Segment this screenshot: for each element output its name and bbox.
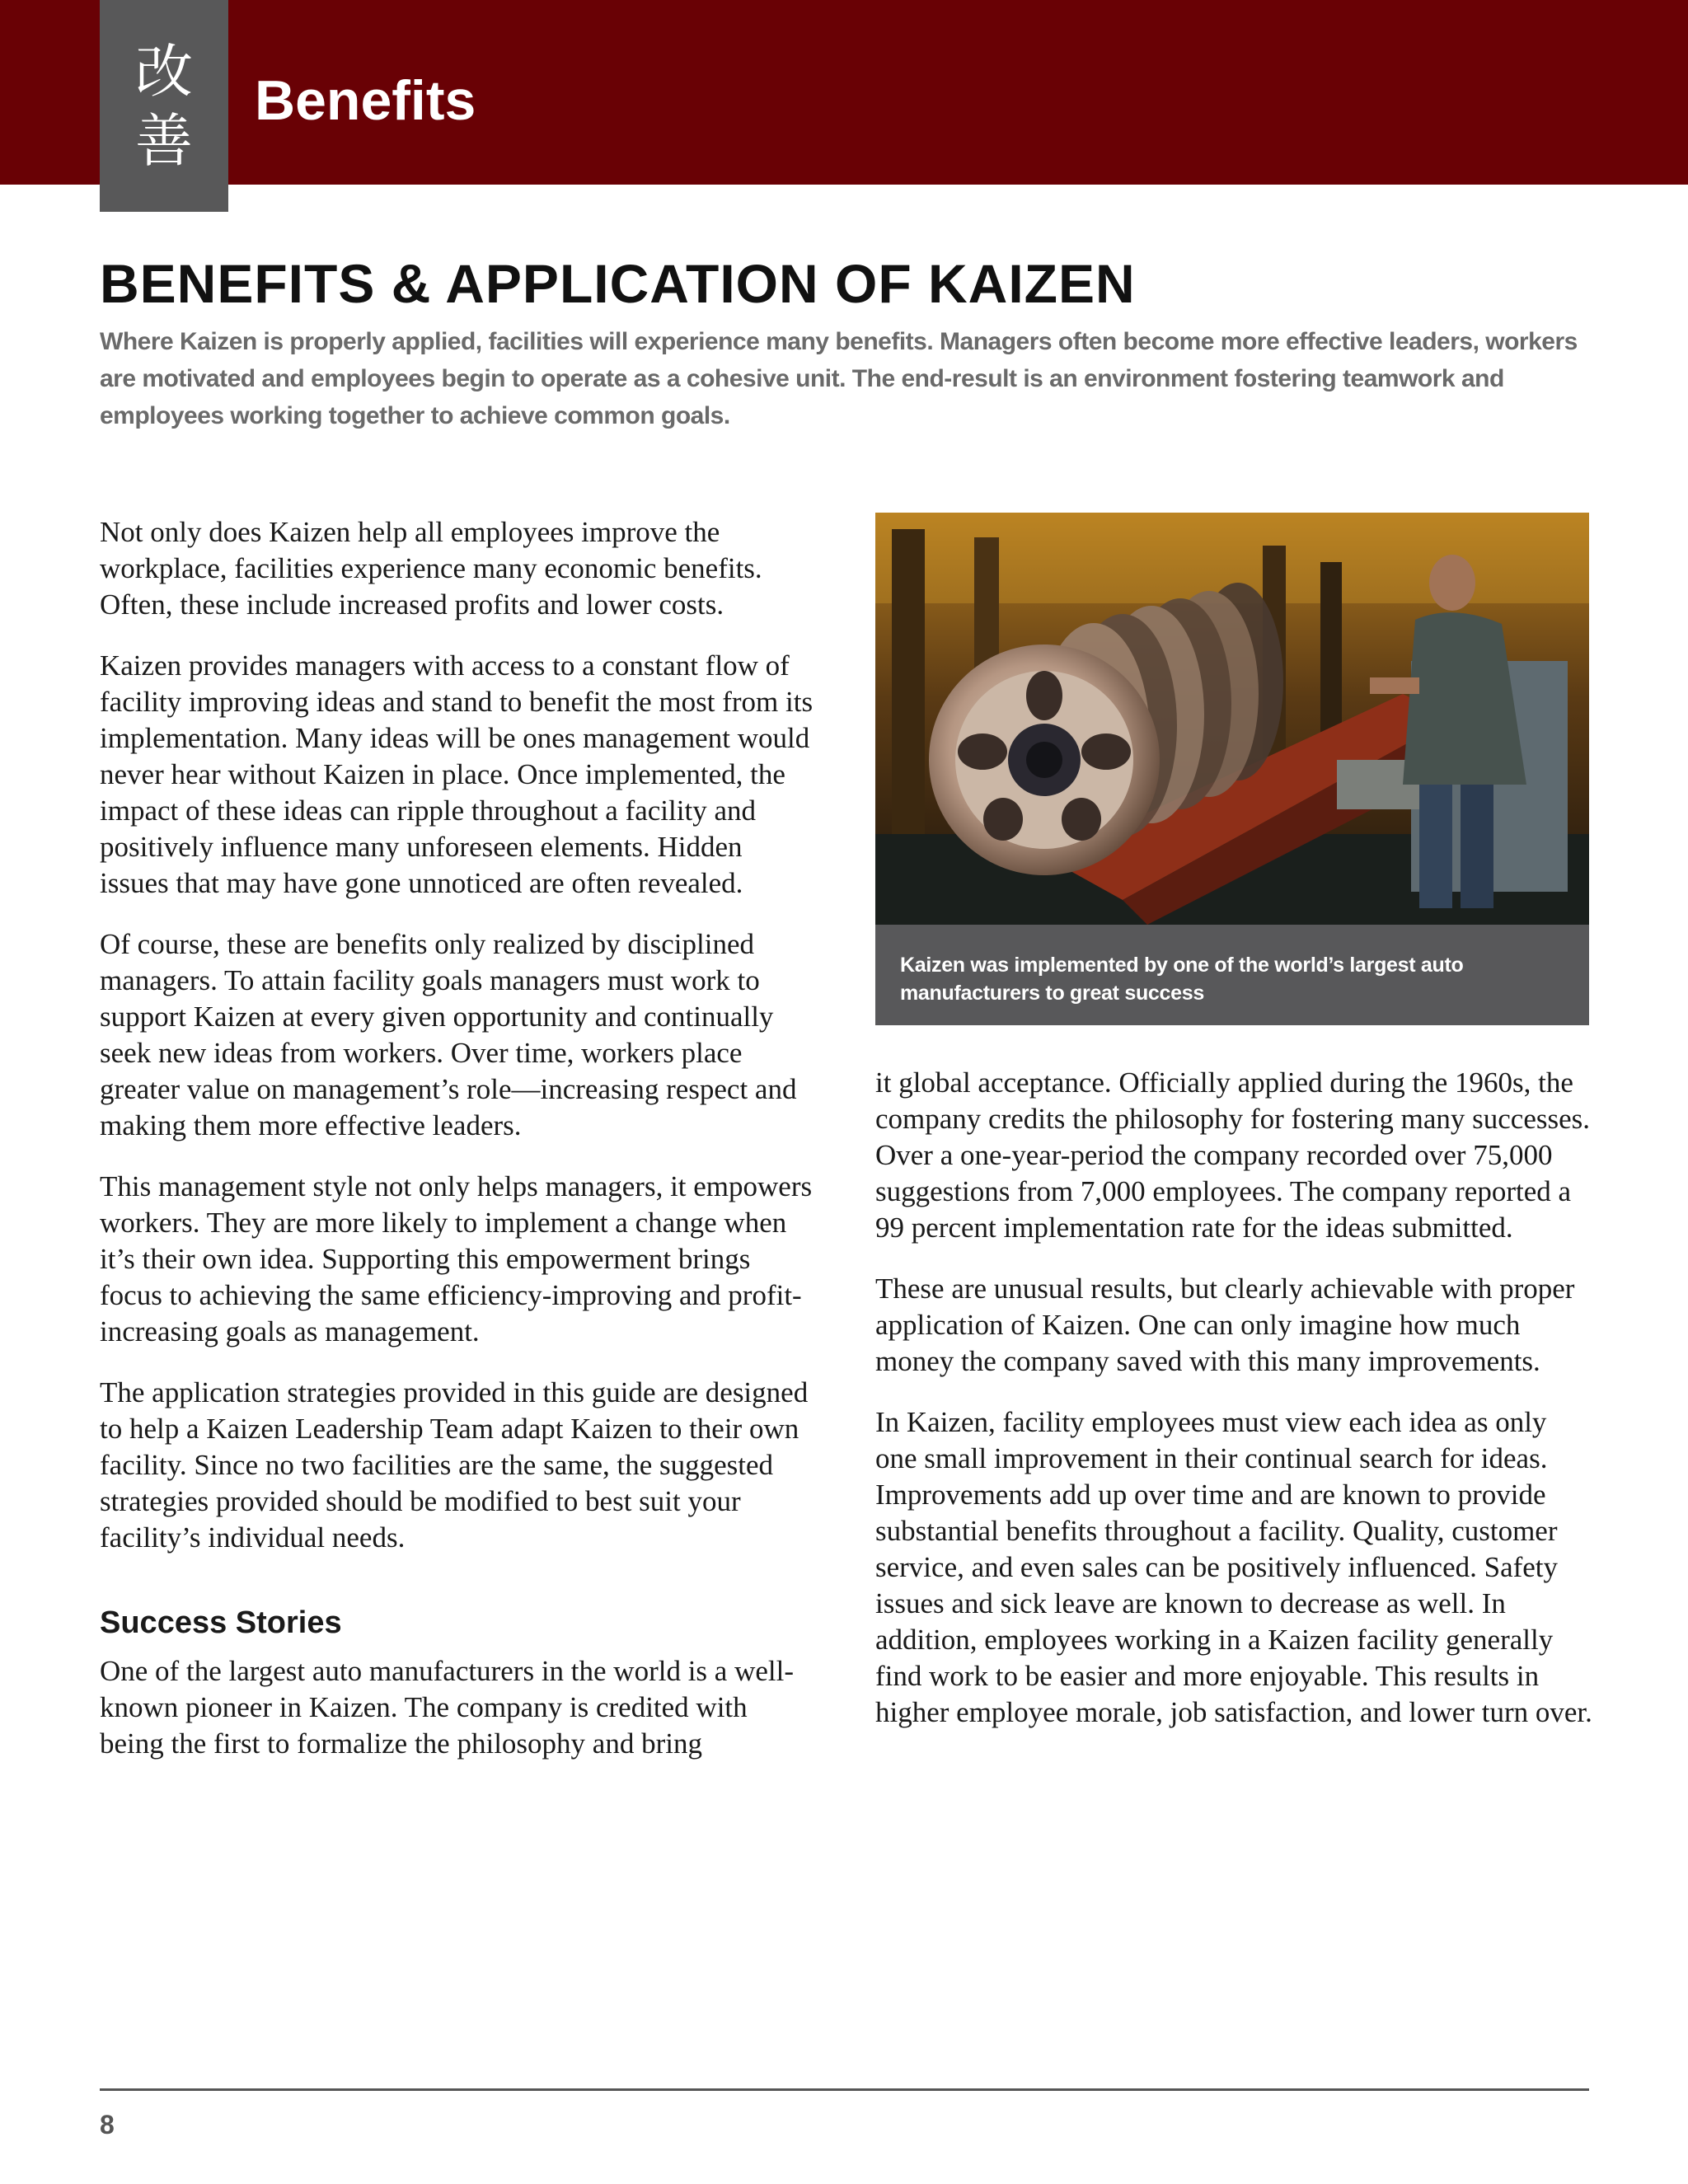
body-paragraph: One of the largest auto manufacturers in the world is a well-known pioneer in Kaizen. The company is credited with being the first to formalize the philosophy and bring (100, 1655, 794, 1760)
body-paragraph: This management style not only helps managers, it empowers workers. They are more likely to implement a change when it’s their own idea. Supporting this empowerment brings focus to achieving the same efficiency-improving and profit-increasing goals as management. (100, 1170, 813, 1347)
body-paragraph: Not only does Kaizen help all employees improve the workplace, facilities experience many economic benefits. Often, these include increased profits and lower costs. (100, 516, 762, 621)
photo-caption: Kaizen was implemented by one of the world’s largest auto manufacturers to great success (875, 925, 1589, 1025)
body-paragraph: These are unusual results, but clearly achievable with proper application of Kaizen. One can only imagine how much money the company saved with this many improvements. (875, 1272, 1575, 1377)
left-column (100, 514, 817, 1787)
lead-paragraph: Where Kaizen is properly applied, facilities will experience many benefits. Managers often become more effective leaders, workers are motivated and employees begin to operate as a cohesive unit. The end-result is an environment fostering teamwork and employees working together to achieve common goals. (100, 328, 1578, 429)
factory-photo (875, 513, 1589, 925)
right-column (875, 1065, 1592, 1755)
body-paragraph: In Kaizen, facility employees must view each idea as only one small improvement in their continual search for ideas. Improvements add up over time and are known to provide substantial benefits throughout a facility. Quality, customer service, and even sales can be positively influenced. Safety issues and sick leave are known to decrease as well. In addition, employees working in a Kaizen facility generally find work to be easier and more enjoyable. This results in higher employee morale, job satisfaction, and lower turn over. (875, 1406, 1592, 1728)
body-paragraph: Of course, these are benefits only realized by disciplined managers. To attain facility goals managers must work to support Kaizen at every given opportunity and continually seek new ideas from workers. Over time, workers place greater value on management’s role—increasing respect and making them more effective leaders. (100, 928, 797, 1141)
body-paragraph: Kaizen provides managers with access to a constant flow of facility improving ideas and stand to benefit the most from its implementation. Many ideas will be ones management would never hear without Kaizen in place. Once implemented, the impact of these ideas can ripple throughout a facility and positively influence many unforeseen elements. Hidden issues that may have gone unnoticed are often revealed. (100, 649, 814, 899)
subhead-success-stories: Success Stories (100, 1605, 342, 1640)
page-number: 8 (100, 2110, 115, 2139)
body-paragraph: The application strategies provided in this guide are designed to help a Kaizen Leadership Team adapt Kaizen to their own facility. Since no two facilities are the same, the suggested strategies provided should be modified to best suit your facility’s individual needs. (100, 1376, 809, 1554)
body-paragraph: it global acceptance. Officially applied during the 1960s, the company credits the philosophy for fostering many successes. Over a one-year-period the company recorded over 75,000 suggestions from 7,000 employees. The company reported a 99 percent implementation rate for the ideas submitted. (875, 1066, 1591, 1244)
logo-char-kai: 改 (135, 37, 193, 105)
footer-rule (100, 2088, 1589, 2091)
kaizen-logo (100, 0, 228, 212)
page-title: BENEFITS & APPLICATION OF KAIZEN (100, 253, 1136, 314)
logo-char-zen: 善 (135, 106, 193, 175)
photo-figure (875, 513, 1589, 1025)
section-title: Benefits (255, 69, 476, 132)
header-bar (0, 0, 1688, 185)
